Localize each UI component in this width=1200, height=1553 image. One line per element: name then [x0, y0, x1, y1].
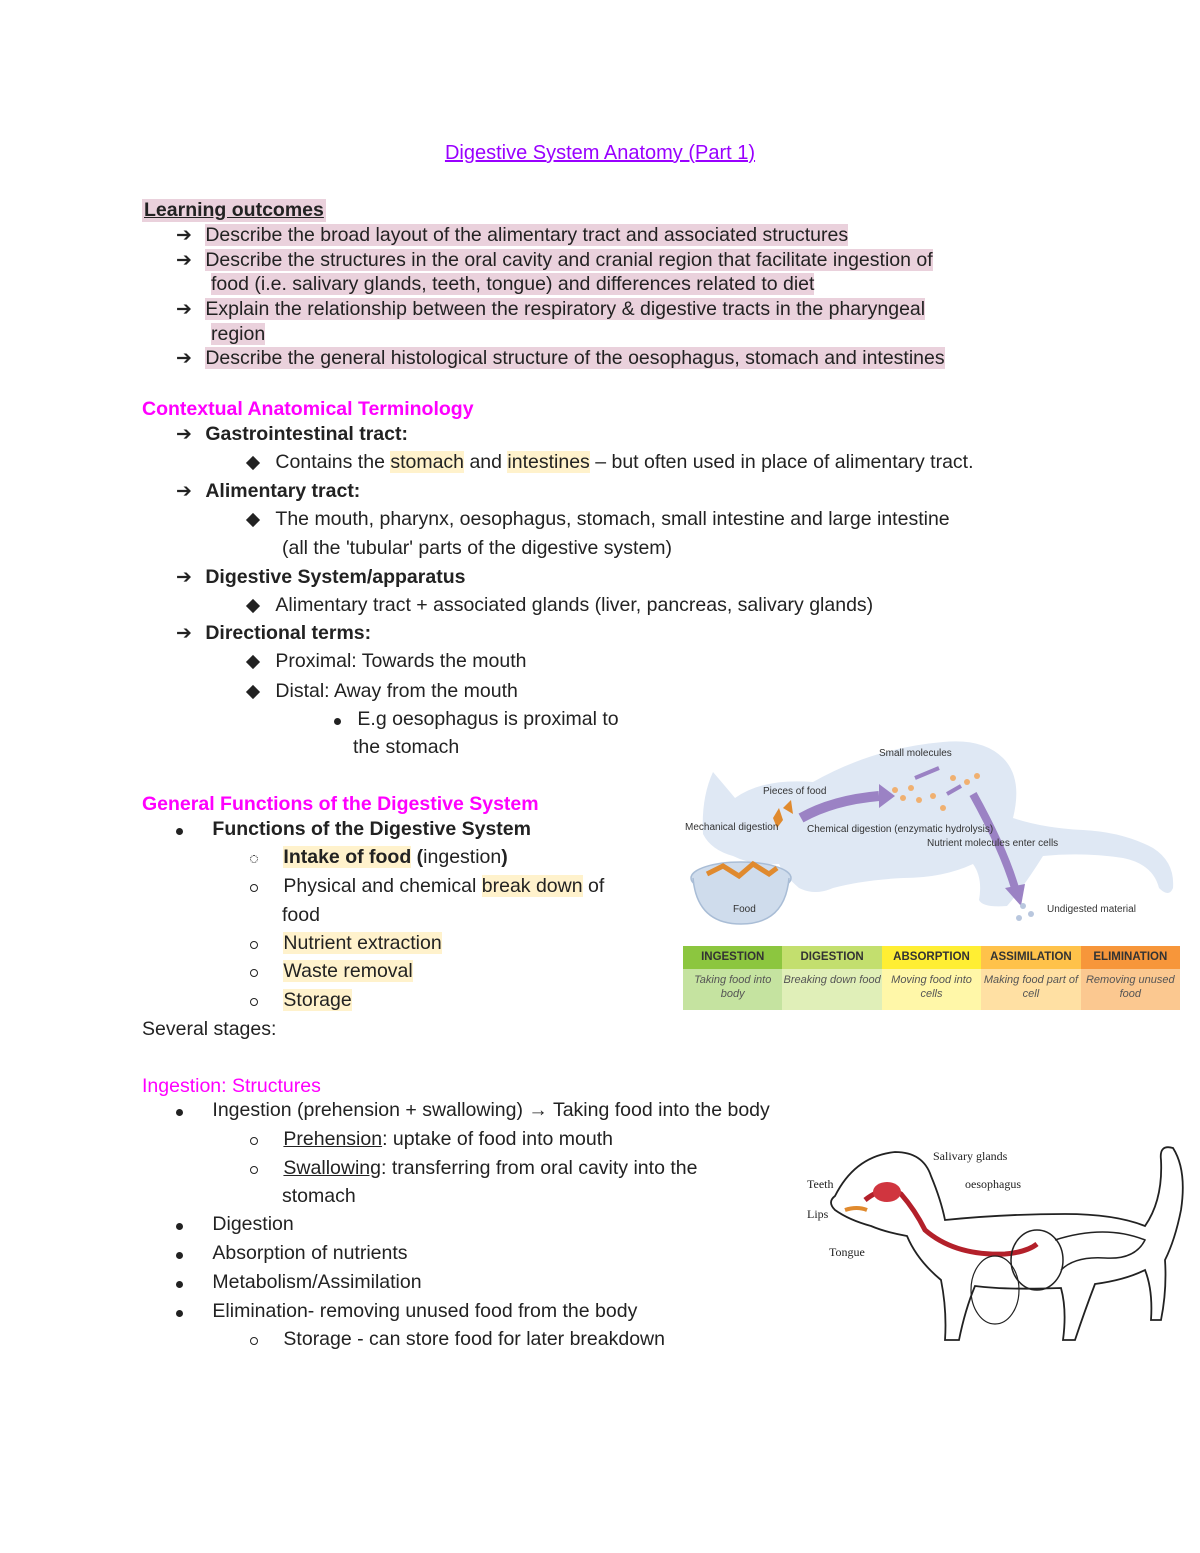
dot-bullet-icon — [176, 1223, 183, 1230]
outcome-3: ➔ Explain the relationship between the respiratory & digestive tracts in the pharyngeal — [176, 298, 926, 320]
dot-bullet-icon — [176, 1310, 183, 1317]
gi-definition: Contains the stomach and intestines – but often used in place of alimentary tract. — [248, 451, 974, 474]
learning-outcomes-heading: Learning outcomes — [144, 199, 324, 221]
arrow-icon: ➔ — [176, 424, 192, 445]
ring-bullet-icon — [250, 1337, 258, 1345]
tongue-shape — [845, 1208, 867, 1210]
ring-bullet-icon — [250, 941, 258, 949]
food-label: Food — [733, 904, 756, 915]
stage-absorption: ABSORPTION Moving food into cells — [882, 946, 981, 1010]
ingestion-heading: Ingestion: Structures — [142, 1075, 321, 1097]
page-title: Digestive System Anatomy (Part 1) — [444, 142, 756, 164]
example-bullet-cont: the stomach — [353, 736, 460, 758]
arrow-icon: ➔ — [176, 567, 192, 588]
alimentary-term: ➔ Alimentary tract: — [176, 480, 361, 502]
small-molecules-label: Small molecules — [879, 748, 952, 759]
dot-bullet-icon — [176, 1281, 183, 1288]
outcome-2: ➔ Describe the structures in the oral cavity and cranial region that facilitate ingestion of — [176, 249, 933, 271]
arrow-icon: ➔ — [176, 623, 192, 644]
metabolism-item: Metabolism/Assimilation — [176, 1271, 422, 1294]
cat-digestion-figure — [683, 738, 1180, 946]
diamond-bullet-icon — [246, 456, 260, 470]
nutrient-label: Nutrient molecules enter cells — [927, 838, 1059, 849]
ring-bullet-icon — [250, 1166, 258, 1174]
gi-term: ➔ Gastrointestinal tract: — [176, 423, 408, 445]
ring-bullet-icon — [250, 884, 258, 892]
intake-item: Intake of food (ingestion) — [250, 846, 508, 869]
stage-ingestion: INGESTION Taking food into body — [683, 946, 782, 1010]
storage-item: Storage — [250, 989, 352, 1012]
diamond-bullet-icon — [246, 655, 260, 669]
outcome-4: ➔ Describe the general histological structure of the oesophagus, stomach and intestines — [176, 347, 945, 369]
ingestion-item: Ingestion (prehension + swallowing) → Taking food into the body — [176, 1099, 770, 1122]
dot-bullet-icon — [176, 1252, 183, 1259]
breakdown-item-cont: food — [282, 904, 320, 926]
arrow-icon: ➔ — [176, 299, 192, 320]
breakdown-item: Physical and chemical break down of — [250, 875, 604, 898]
proximal-definition: Proximal: Towards the mouth — [248, 650, 527, 673]
pieces-label: Pieces of food — [763, 786, 827, 797]
nutrient-item: Nutrient extraction — [250, 932, 442, 955]
dog-anatomy-figure — [805, 1140, 1190, 1345]
undigested-dots — [1016, 903, 1034, 921]
swallowing-item-cont: stomach — [282, 1185, 356, 1207]
distal-definition: Distal: Away from the mouth — [248, 680, 518, 703]
arrow-icon: ➔ — [176, 481, 192, 502]
arrow-icon: ➔ — [176, 250, 192, 271]
waste-item: Waste removal — [250, 960, 413, 983]
absorption-item: Absorption of nutrients — [176, 1242, 408, 1265]
functions-heading: General Functions of the Digestive System — [142, 793, 539, 815]
system-term: ➔ Digestive System/apparatus — [176, 566, 466, 588]
system-definition: Alimentary tract + associated glands (liver, pancreas, salivary glands) — [248, 594, 873, 617]
elimination-item: Elimination- removing unused food from the body — [176, 1300, 637, 1323]
swallowing-item: Swallowing: transferring from oral cavity into the — [250, 1157, 697, 1180]
prehension-item: Prehension: uptake of food into mouth — [250, 1128, 613, 1151]
diamond-bullet-icon — [246, 599, 260, 613]
ribcage-shape — [971, 1256, 1019, 1324]
dot-bullet-icon — [176, 1109, 183, 1116]
ring-bullet-icon — [250, 1137, 258, 1145]
ring-bullet-icon — [250, 969, 258, 977]
directional-term: ➔ Directional terms: — [176, 622, 372, 644]
stage-digestion: DIGESTION Breaking down food — [782, 946, 881, 1010]
diamond-bullet-icon — [246, 685, 260, 699]
lips-label: Lips — [807, 1207, 829, 1221]
ring-bullet-icon — [250, 998, 258, 1006]
digestion-item: Digestion — [176, 1213, 294, 1236]
chemical-label: Chemical digestion (enzymatic hydrolysis) — [807, 824, 994, 835]
dot-bullet-icon — [176, 828, 183, 835]
teeth-label: Teeth — [807, 1177, 834, 1191]
salivary-label: Salivary glands — [933, 1149, 1008, 1163]
alimentary-definition: The mouth, pharynx, oesophagus, stomach, small intestine and large intestine — [248, 508, 950, 531]
diamond-bullet-icon — [246, 513, 260, 527]
outcome-2-cont: food (i.e. salivary glands, teeth, tongue) and differences related to diet — [211, 273, 815, 295]
storage-later-item: Storage - can store food for later breakdown — [250, 1328, 665, 1351]
several-stages: Several stages: — [142, 1018, 277, 1040]
tongue-label: Tongue — [829, 1245, 865, 1259]
dot-bullet-icon — [334, 718, 341, 725]
arrow-icon: ➔ — [176, 348, 192, 369]
salivary-gland-shape — [873, 1182, 901, 1202]
terminology-heading: Contextual Anatomical Terminology — [142, 398, 474, 420]
stage-elimination: ELIMINATION Removing unused food — [1081, 946, 1180, 1010]
arrow-icon: ➔ — [176, 225, 192, 246]
outcome-3-cont: region — [211, 323, 266, 345]
mechanical-label: Mechanical digestion — [685, 822, 779, 833]
outcome-1: ➔ Describe the broad layout of the alimentary tract and associated structures — [176, 224, 849, 246]
stages-table — [683, 946, 1180, 1010]
ring-bullet-icon — [250, 855, 258, 863]
intestine-shape — [1055, 1232, 1145, 1270]
oesophagus-label: oesophagus — [965, 1177, 1021, 1191]
functions-subheading: Functions of the Digestive System — [176, 818, 531, 841]
undigested-label: Undigested material — [1047, 904, 1136, 915]
stage-assimilation: ASSIMILATION Making food part of cell — [981, 946, 1080, 1010]
alimentary-definition-cont: (all the 'tubular' parts of the digestive system) — [282, 537, 673, 559]
example-bullet: E.g oesophagus is proximal to — [334, 708, 619, 731]
